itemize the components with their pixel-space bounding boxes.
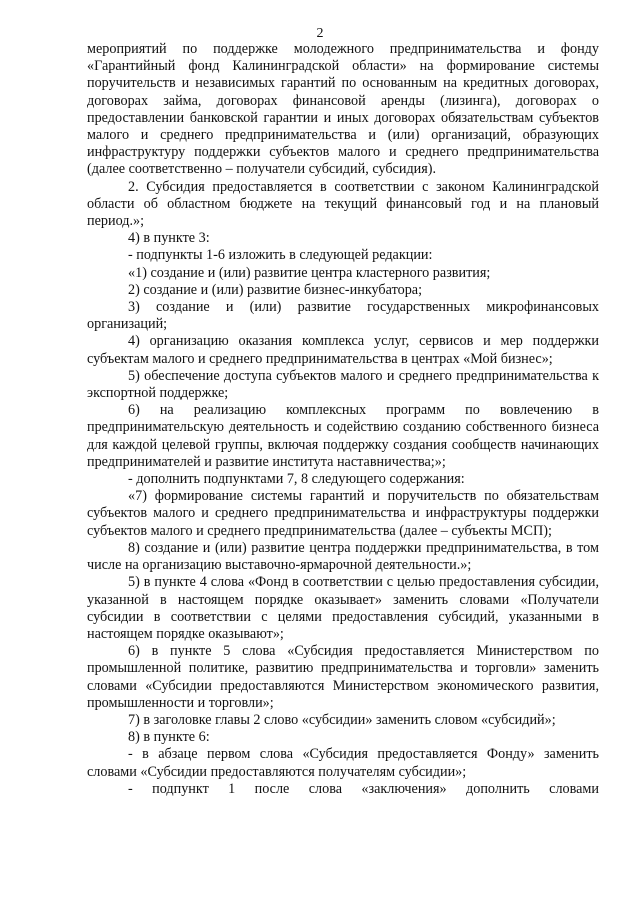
document-body bbox=[87, 41, 599, 798]
paragraph: 5) в пункте 4 слова «Фонд в соответствии с целью предоставления субсидии, указанной в настоящем порядке оказывает» заменить словами «Получатели субсидии в соответствии с целями предоставления субсидий, указанными в настоящем порядке оказывают»; bbox=[87, 574, 599, 642]
paragraph: «1) создание и (или) развитие центра кластерного развития; bbox=[128, 264, 491, 281]
paragraph: 8) создание и (или) развитие центра поддержки предпринимательства, в том числе на организацию выставочно-ярмарочной деятельности.»; bbox=[87, 539, 599, 574]
paragraph: 4) организацию оказания комплекса услуг, сервисов и мер поддержки субъектам малого и среднего предпринимательства в центрах «Мой бизнес»; bbox=[87, 333, 599, 367]
paragraph: 4) в пункте 3: bbox=[128, 230, 210, 247]
paragraph: 6) в пункте 5 слова «Субсидия предоставляется Министерством по промышленной политике, развитию предпринимательства и торговли» заменить словами «Субсидии предоставляются Министерством экономического развития, промышленности и торговли»; bbox=[87, 643, 599, 711]
paragraph: 7) в заголовке главы 2 слово «субсидии» заменить словом «субсидий»; bbox=[128, 711, 556, 728]
paragraph: - дополнить подпунктами 7, 8 следующего содержания: bbox=[128, 471, 465, 488]
paragraph: - в абзаце первом слова «Субсидия предоставляется Фонду» заменить словами «Субсидии предоставляются получателям субсидии»; bbox=[87, 746, 599, 780]
page-number: 2 bbox=[316, 26, 324, 41]
paragraph: 8) в пункте 6: bbox=[128, 729, 210, 746]
paragraph: 3) создание и (или) развитие государственных микрофинансовых организаций; bbox=[87, 299, 599, 333]
paragraph: «7) формирование системы гарантий и поручительств по обязательствам субъектов малого и среднего предпринимательства и инфраструктуры поддержки субъектов малого и среднего предпринимательства (далее – субъекты МСП); bbox=[87, 488, 599, 539]
paragraph: мероприятий по поддержке молодежного предпринимательства и фонду «Гарантийный фонд Калининградской области» на формирование системы поручительств и независимых гарантий по основанным на кредитных договорах, договорах займа, договорах финансовой аренды (лизинга), договорах о предоставлении банковской гарантии и иных договорах обязательствам субъектов малого и среднего предпринимательства и (или) организаций, образующих инфраструктуру поддержки субъектов малого и среднего предпринимательства (далее соответственно – получатели субсидий, субсидия). bbox=[87, 41, 599, 178]
paragraph: - подпункты 1-6 изложить в следующей редакции: bbox=[128, 247, 433, 264]
paragraph: 2. Субсидия предоставляется в соответствии с законом Калининградской области об областном бюджете на текущий финансовый год и на плановый период.»; bbox=[87, 178, 599, 230]
paragraph: - подпункт 1 после слова «заключения» дополнить словами bbox=[128, 780, 599, 797]
paragraph: 2) создание и (или) развитие бизнес-инкубатора; bbox=[128, 281, 423, 298]
paragraph: 5) обеспечение доступа субъектов малого и среднего предпринимательства к экспортной поддержке; bbox=[87, 367, 599, 402]
paragraph: 6) на реализацию комплексных программ по вовлечению в предпринимательскую деятельность и содействию созданию собственного бизнеса для каждой целевой группы, включая поддержку создания сообществ начинающих предпринимателей и развитие института наставничества;»; bbox=[87, 402, 599, 470]
